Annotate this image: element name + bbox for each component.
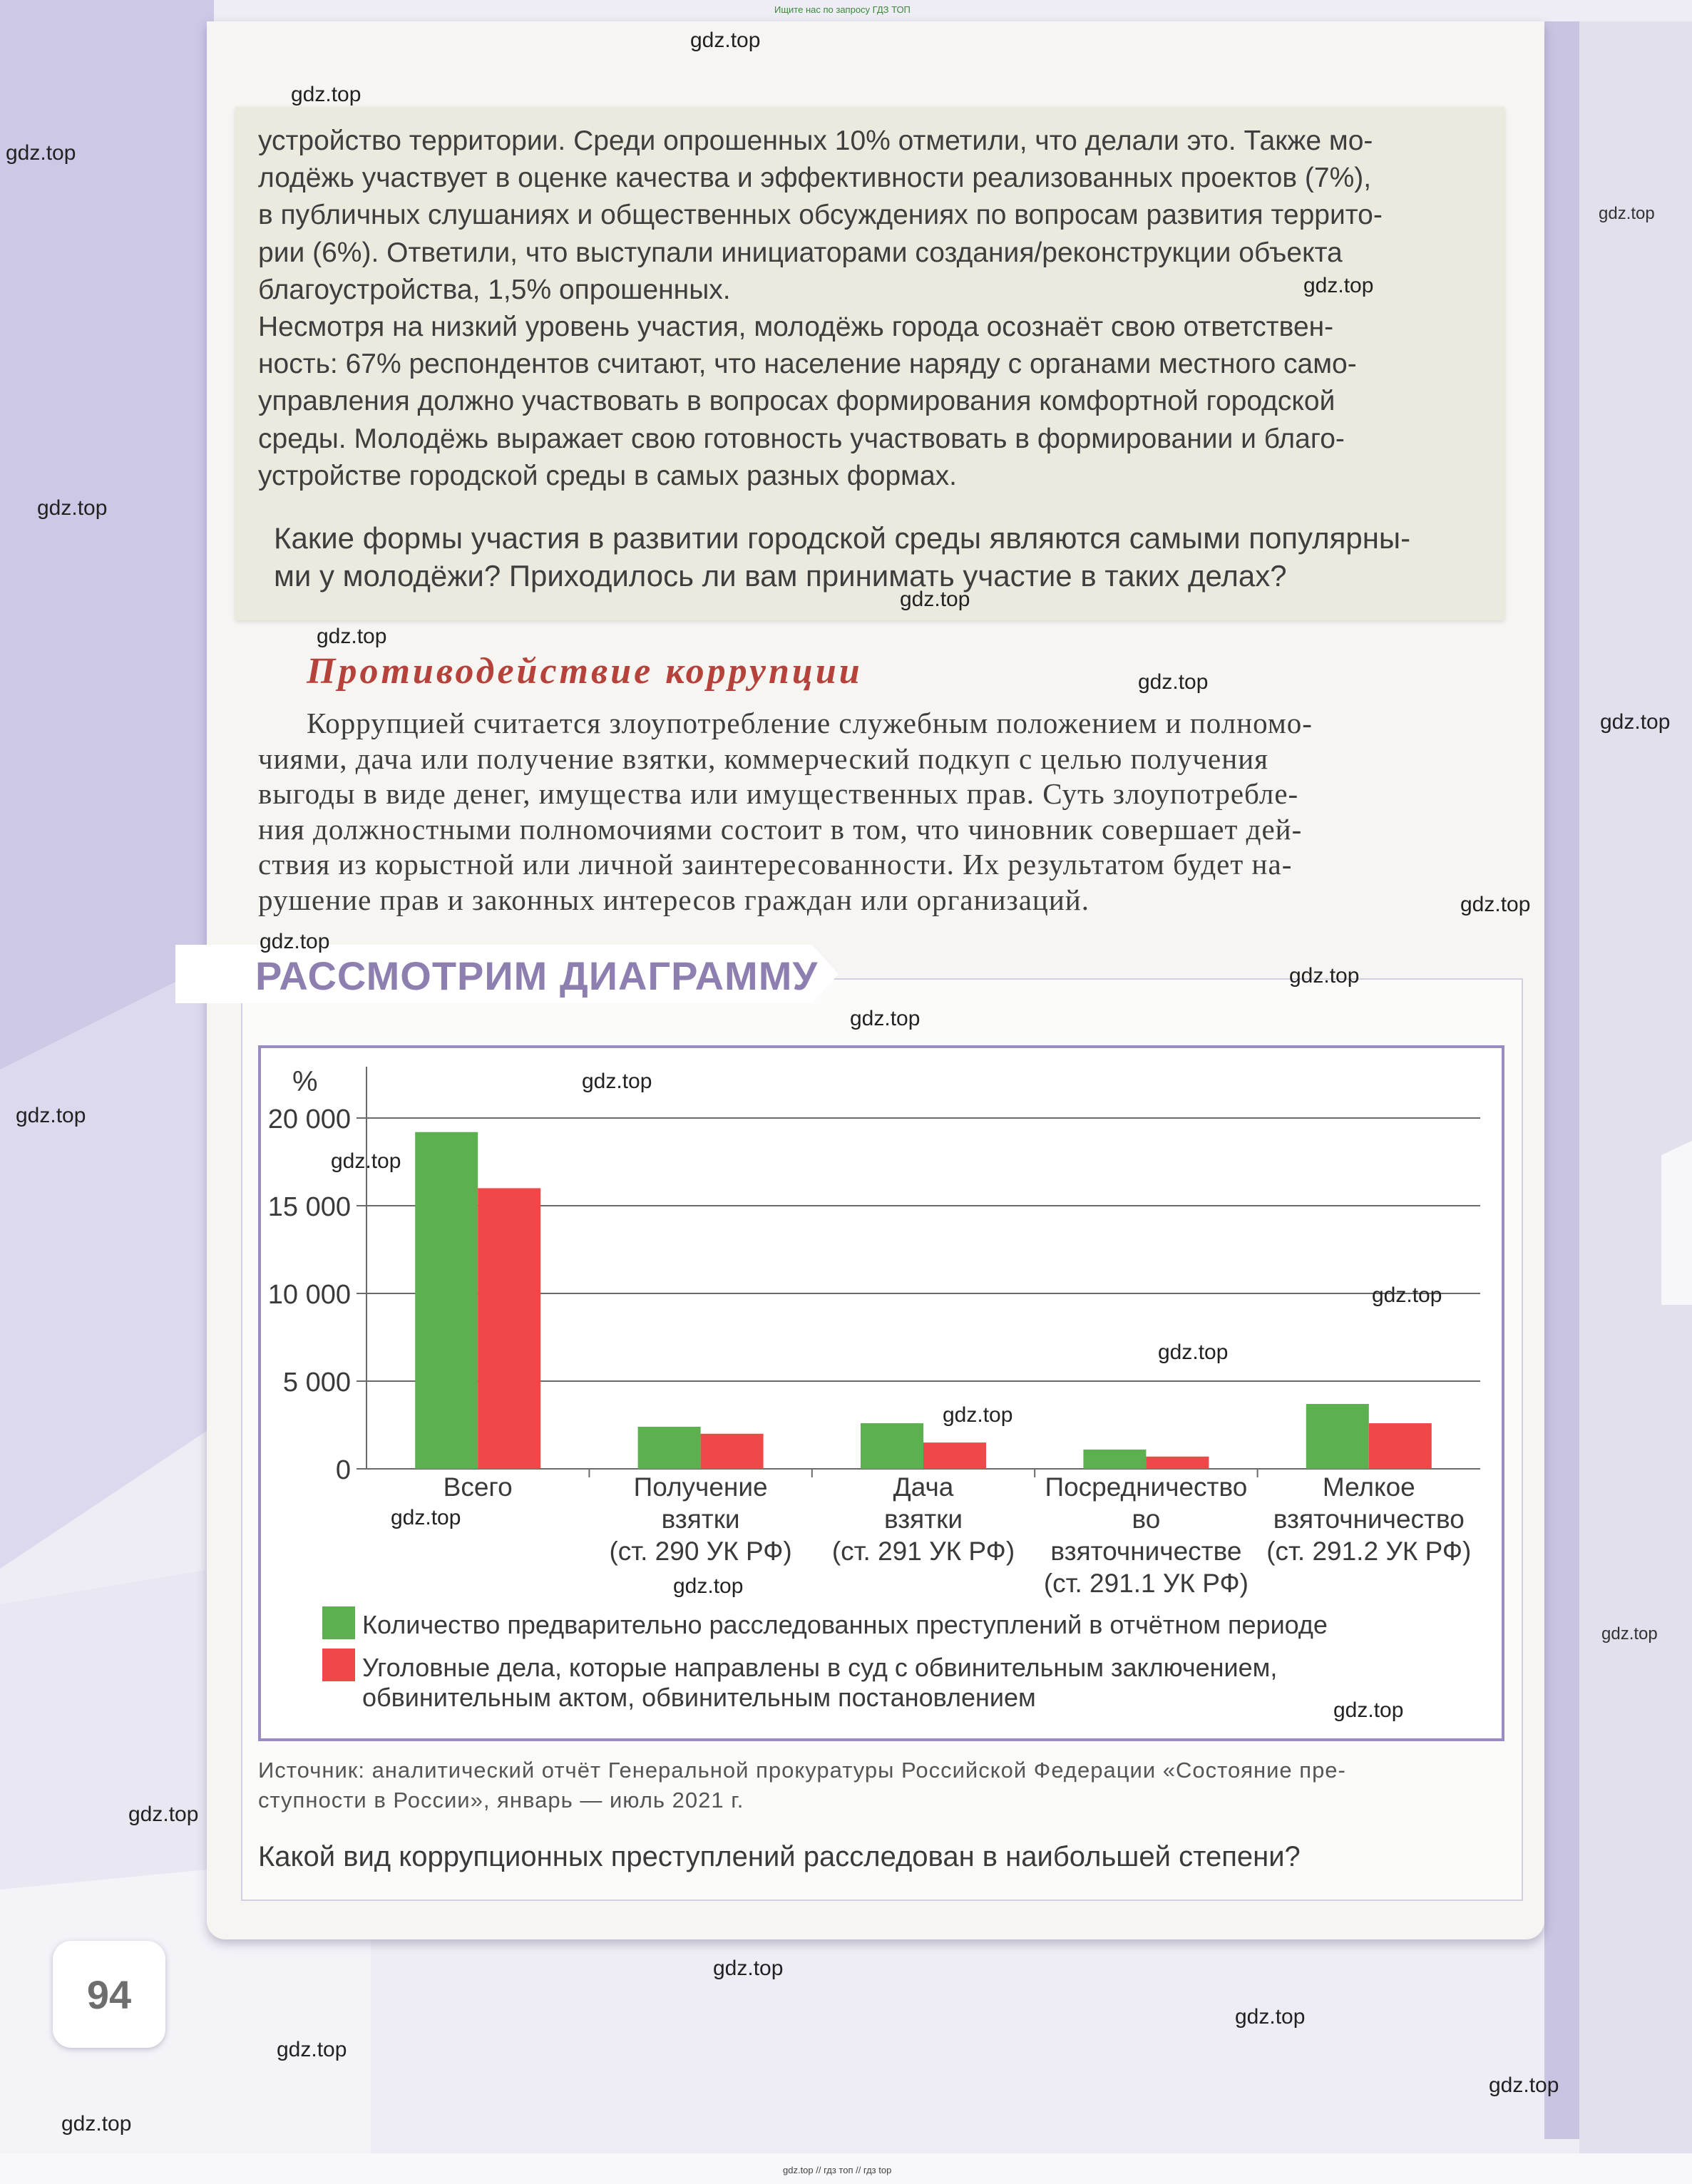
watermark: gdz.top [1235, 2005, 1306, 2029]
bar-court-cases [923, 1442, 986, 1469]
info-line: управления должно участвовать в вопросах формирования комфортной городской [258, 386, 1335, 417]
watermark: gdz.top [690, 29, 761, 52]
bar-investigated [861, 1423, 923, 1469]
watermark: gdz.top [37, 496, 108, 520]
x-category-label: Получение [633, 1472, 768, 1502]
bar-investigated [415, 1132, 478, 1469]
watermark: gdz.top [850, 1007, 921, 1030]
watermark: gdz.top [1489, 2073, 1559, 2097]
watermark: gdz.top [943, 1403, 1013, 1427]
x-category-label: во [1132, 1504, 1161, 1534]
x-category-label: (ст. 291.1 УК РФ) [1043, 1569, 1249, 1598]
x-category-label: (ст. 290 УК РФ) [609, 1537, 792, 1566]
section-line: ния должностными полномочиями состоит в том, что чиновник совершает дей- [258, 812, 1303, 846]
x-category-label: Дача [893, 1472, 954, 1502]
section-line: рушение прав и законных интересов граждан или организаций. [258, 883, 1089, 916]
info-line: ность: 67% респондентов считают, что население наряду с органами местного само- [258, 349, 1357, 380]
y-tick-label: 15 000 [267, 1192, 351, 1222]
watermark: gdz.top [331, 1149, 401, 1173]
x-category-label: взяточничество [1273, 1504, 1465, 1534]
x-category-label: взяточничестве [1050, 1537, 1242, 1566]
legend-line: Уголовные дела, которые направлены в суд с обвинительным заключением, [362, 1653, 1278, 1682]
legend-label-investigated [362, 1610, 1328, 1640]
x-category-label: (ст. 291.2 УК РФ) [1266, 1537, 1472, 1566]
watermark: gdz.top [713, 1957, 784, 1980]
section-line: чиями, дача или получение взятки, коммерческий подкуп с целью получения [258, 742, 1268, 775]
legend-swatch-green [322, 1606, 355, 1639]
watermark: gdz.top [61, 2112, 132, 2136]
y-tick-label: 5 000 [282, 1368, 351, 1398]
top-banner: Ищите нас по запросу ГДЗ ТОП [774, 4, 911, 15]
legend-line: Количество предварительно расследованных преступлений в отчётном периоде [362, 1610, 1328, 1639]
info-line: лодёжь участвует в оценке качества и эффективности реализованных проектов (7%), [258, 163, 1372, 194]
page-number: 94 [86, 1972, 132, 2017]
info-line: устройстве городской среды в самых разных формах. [258, 460, 958, 491]
bar-court-cases [1146, 1457, 1209, 1469]
info-line: устройство территории. Среди опрошенных 10% отметили, что делали это. Также мо- [258, 125, 1373, 156]
source-note [258, 1755, 1499, 1815]
y-tick-label: 20 000 [267, 1104, 351, 1134]
x-category-label: (ст. 291 УК РФ) [831, 1537, 1015, 1566]
info-line: в публичных слушаниях и общественных обсуждениях по вопросам развития террито- [258, 200, 1383, 231]
legend-line: обвинительным актом, обвинительным постановлением [362, 1683, 1036, 1712]
watermark: gdz.top [1138, 670, 1209, 694]
bar-court-cases [1369, 1423, 1432, 1469]
watermark: gdz.top [391, 1506, 461, 1529]
info-line: Несмотря на низкий уровень участия, молодёжь города осознаёт свою ответствен- [258, 312, 1334, 343]
source-line: ступности в России», январь — июль 2021 г. [258, 1788, 744, 1813]
y-tick-label: 0 [335, 1455, 351, 1485]
watermark: gdz.top [1601, 1624, 1658, 1644]
section-line: Коррупцией считается злоупотребление служебным положением и полномо- [307, 707, 1313, 739]
watermark: gdz.top [128, 1803, 199, 1826]
section-title: Противодействие коррупции [307, 651, 863, 692]
info-line: рии (6%). Ответили, что выступали инициаторами создания/реконструкции объекта [258, 237, 1343, 268]
question-line: ми у молодёжи? Приходилось ли вам принимать участие в таких делах? [274, 559, 1287, 593]
watermark: gdz.top [673, 1574, 744, 1598]
watermark: gdz.top [900, 588, 970, 611]
x-category-label: Всего [443, 1472, 513, 1502]
watermark: gdz.top [16, 1104, 86, 1127]
legend-swatch-red [322, 1649, 355, 1681]
info-line: благоустройства, 1,5% опрошенных. [258, 274, 731, 305]
watermark: gdz.top [1372, 1283, 1442, 1307]
bar-investigated [1083, 1450, 1146, 1469]
x-category-label: взятки [661, 1504, 740, 1534]
x-category-label: Мелкое [1322, 1472, 1415, 1502]
watermark: gdz.top [1303, 274, 1374, 297]
watermark: gdz.top [6, 141, 76, 165]
x-category-label: взятки [883, 1504, 963, 1534]
chart-question: Какой вид коррупционных преступлений расследован в наибольшей степени? [258, 1841, 1301, 1872]
section-line: выгоды в виде денег, имущества или имущественных прав. Суть злоупотребле- [258, 777, 1299, 810]
legend-label-court-cases [362, 1653, 1277, 1713]
watermark: gdz.top [582, 1070, 652, 1093]
watermark: gdz.top [1600, 710, 1671, 734]
bar-investigated [638, 1427, 701, 1469]
y-axis-unit: % [292, 1066, 318, 1097]
watermark: gdz.top [291, 83, 362, 106]
y-tick-label: 10 000 [267, 1280, 351, 1310]
watermark: gdz.top [1333, 1698, 1404, 1722]
watermark: gdz.top [1599, 204, 1655, 223]
watermark: gdz.top [260, 930, 330, 953]
info-line: среды. Молодёжь выражает свою готовность участвовать в формировании и благо- [258, 423, 1345, 454]
watermark: gdz.top [1460, 893, 1531, 916]
source-line: Источник: аналитический отчёт Генеральной прокуратуры Российской Федерации «Состояние пре- [258, 1758, 1346, 1783]
bar-investigated [1306, 1404, 1369, 1469]
watermark: gdz.top [277, 2038, 347, 2061]
watermark: gdz.top [317, 625, 387, 648]
diagram-banner: РАССМОТРИМ ДИАГРАММУ [255, 953, 819, 998]
bar-court-cases [478, 1188, 540, 1469]
bottom-banner: gdz.top // гдз топ // гдз top [783, 2165, 892, 2175]
watermark: gdz.top [1289, 964, 1360, 988]
bar-court-cases [701, 1434, 764, 1469]
watermark: gdz.top [1158, 1340, 1229, 1364]
x-category-label: Посредничество [1045, 1472, 1248, 1502]
section-line: ствия из корыстной или личной заинтересованности. Их результатом будет на- [258, 848, 1293, 881]
question-line: Какие формы участия в развитии городской среды являются самыми популярны- [274, 521, 1411, 555]
